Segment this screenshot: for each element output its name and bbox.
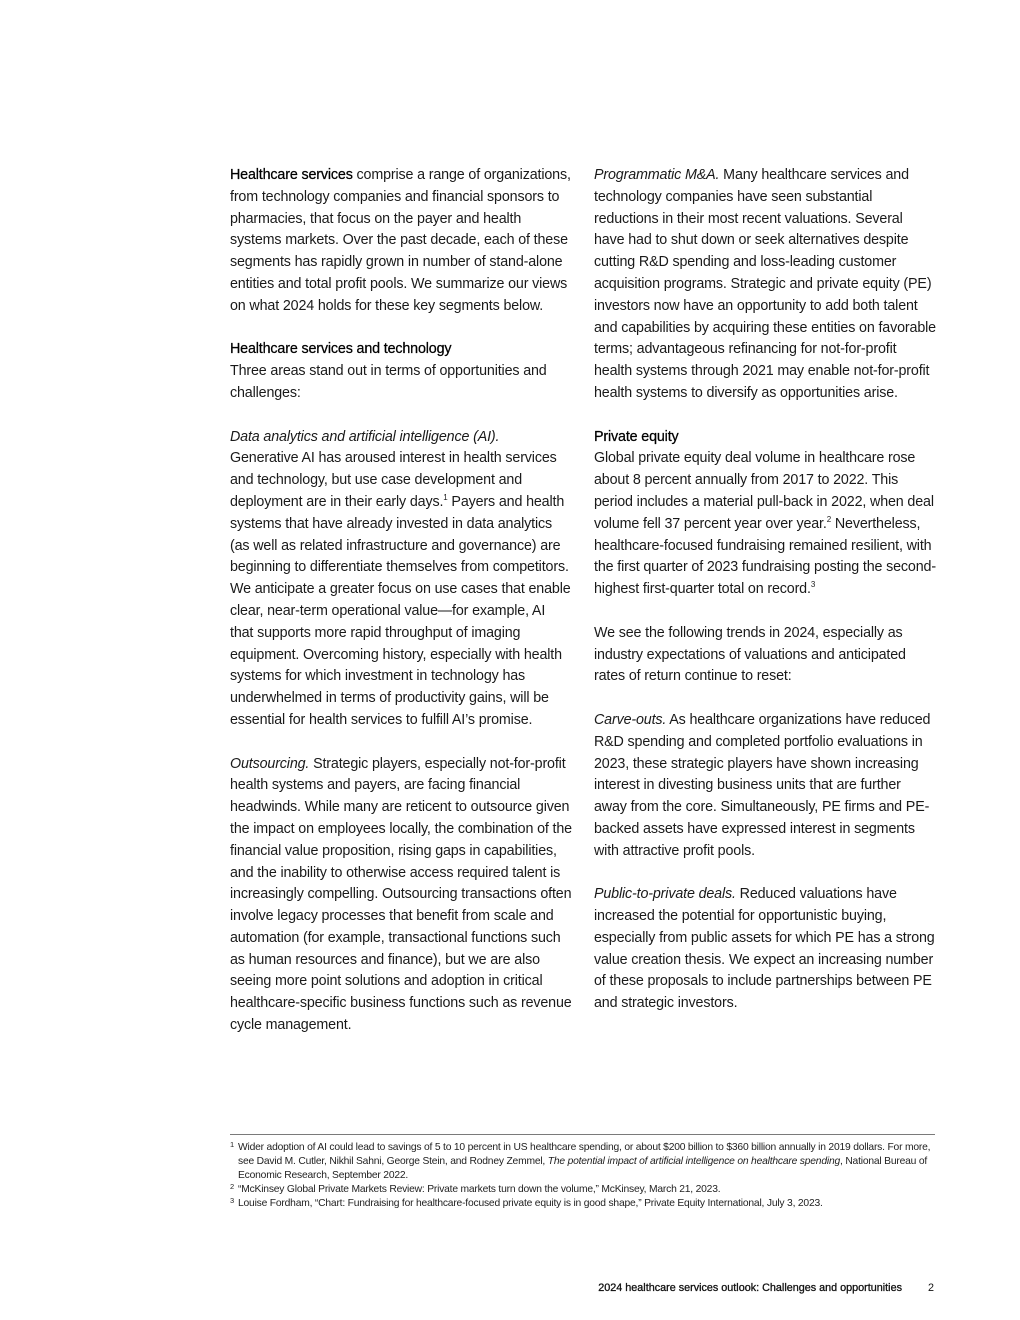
data-analytics-text-2: Payers and health systems that have already invested in data analytics (as well as related infrastructure and governance) are beginning to differentiate themselves from competitors. We anticipate a greater focus on use cases that enable clear, near-term operational value—for example, AI that supports more rapid throughput of imaging equipment. Overcoming history, especially with health systems for which investment in technology has underwhelmed in terms of productivity gains, will be essential for health services to fulfill AI’s promise. xyxy=(230,493,571,728)
pe-intro-text-2: Nevertheless, healthcare-focused fundraising remained resilient, with the first quarter of 2023 fundraising posting the second-highest first-quarter total on record. xyxy=(594,515,936,598)
footnotes xyxy=(230,1141,935,1211)
outsourcing-text: Strategic players, especially not-for-profit health systems and payers, are facing financial headwinds. While many are reticent to outsource given the impact on employees locally, the combination of the financial value proposition, rising gaps in capabilities, and the inability to otherwise access required talent is increasingly compelling. Outsourcing transactions often involve legacy processes that benefit from scale and automation (for example, transactional functions such as human resources and finance), but we are also seeing more point solutions and adoption in critical healthcare-specific business functions such as revenue cycle management. xyxy=(230,755,572,1034)
footnote-text: “McKinsey Global Private Markets Review: Private markets turn down the volume,” McKinsey, March 21, 2023. xyxy=(238,1184,721,1195)
trends-paragraph: We see the following trends in 2024, especially as industry expectations of valuations and anticipated rates of return continue to reset: xyxy=(594,624,906,685)
public-to-private-paragraph xyxy=(594,884,936,1015)
footnote-2 xyxy=(230,1183,935,1197)
footnote-3 xyxy=(230,1197,935,1211)
intro-lead: Healthcare services xyxy=(230,167,353,183)
footnote-ref-3: 3 xyxy=(810,580,816,590)
footnote-number: 1 xyxy=(230,1140,234,1149)
footnote-divider xyxy=(230,1134,935,1135)
footnote-number: 2 xyxy=(230,1182,234,1191)
carve-outs-lead: Carve-outs. xyxy=(594,711,667,728)
section-intro: Three areas stand out in terms of opportunities and challenges: xyxy=(230,363,547,401)
pe-intro xyxy=(594,448,936,601)
pe-heading: Private equity xyxy=(594,428,679,445)
data-analytics-paragraph xyxy=(230,427,572,732)
programmatic-paragraph xyxy=(594,165,936,405)
footnote-ref-1: 1 xyxy=(443,493,448,503)
outsourcing-lead: Outsourcing. xyxy=(230,755,310,772)
public-to-private-text: Reduced valuations have increased the potential for opportunistic buying, especially from public assets for which PE has a strong value creation thesis. We expect an increasing number of these proposals to include partnerships between PE and strategic investors. xyxy=(594,886,935,1012)
intro-paragraph xyxy=(230,165,572,318)
public-to-private-lead: Public-to-private deals. xyxy=(594,886,736,903)
footnote-text: Wider adoption of AI could lead to savings of 5 to 10 percent in US healthcare spending, or about $200 billion to $360 billion annually in 2019 dollars. For more, see David M. Cutler, Nikhil Sahni, George Stein, and Rodney Zemmel, xyxy=(238,1142,931,1167)
outsourcing-paragraph xyxy=(230,754,572,1037)
footnote-ref-2: 2 xyxy=(826,514,832,524)
programmatic-text: Many healthcare services and technology companies have seen substantial reductions in their most recent valuations. Several have had to shut down or seek alternatives despite cutting R&D spending and loss-leading customer acquisition programs. Strategic and private equity (PE) investors now have an opportunity to add both talent and capabilities by acquiring these entities on favorable terms; advantageous refinancing for not-for-profit health systems through 2021 may enable not-for-profit health systems to diversify as opportunities arise. xyxy=(594,167,936,401)
data-analytics-text-1: Generative AI has aroused interest in health services and technology, but use case development and deployment are in their early days. xyxy=(230,450,557,510)
footnote-number: 3 xyxy=(230,1196,234,1205)
footnote-text: Louise Fordham, “Chart: Fundraising for healthcare-focused private equity is in good shape,” Private Equity International, July 3, 2023. xyxy=(238,1198,823,1209)
programmatic-lead: Programmatic M&A. xyxy=(594,167,720,183)
footnote-1 xyxy=(230,1141,935,1183)
carve-outs-text: As healthcare organizations have reduced R&D spending and completed portfolio evaluations in 2023, these strategic players have shown increasing interest in divesting business units that are further away from the core. Simultaneously, PE firms and PE-backed assets have expressed interest in segments with attractive profit pools. xyxy=(594,711,931,859)
footnote-title: The potential impact of artificial intelligence on healthcare spending xyxy=(547,1156,840,1167)
right-column xyxy=(594,165,936,1037)
footnote-tail: , National Bureau of Economic Research, September 2022. xyxy=(238,1156,928,1181)
intro-text: comprise a range of organizations, from technology companies and financial sponsors to pharmacies, that focus on the payer and health systems markets. Over the past decade, each of these segments has rapidly grown in number of stand-alone entities and total profit pools. We summarize our views on what 2024 holds for these key segments below. xyxy=(230,167,571,314)
left-column xyxy=(230,165,572,1059)
pe-intro-text-1: Global private equity deal volume in healthcare rose about 8 percent annually from 2017 to 2022. This period includes a material pull-back in 2022, when deal volume fell 37 percent year over year. xyxy=(594,450,934,532)
page-number: 2 xyxy=(927,1282,934,1294)
carve-outs-paragraph xyxy=(594,710,936,863)
footer-title: 2024 healthcare services outlook: Challenges and opportunities xyxy=(598,1282,902,1294)
page-footer xyxy=(598,1282,934,1294)
data-analytics-lead: Data analytics and artificial intelligence (AI). xyxy=(230,428,500,445)
section-heading: Healthcare services and technology xyxy=(230,341,452,358)
